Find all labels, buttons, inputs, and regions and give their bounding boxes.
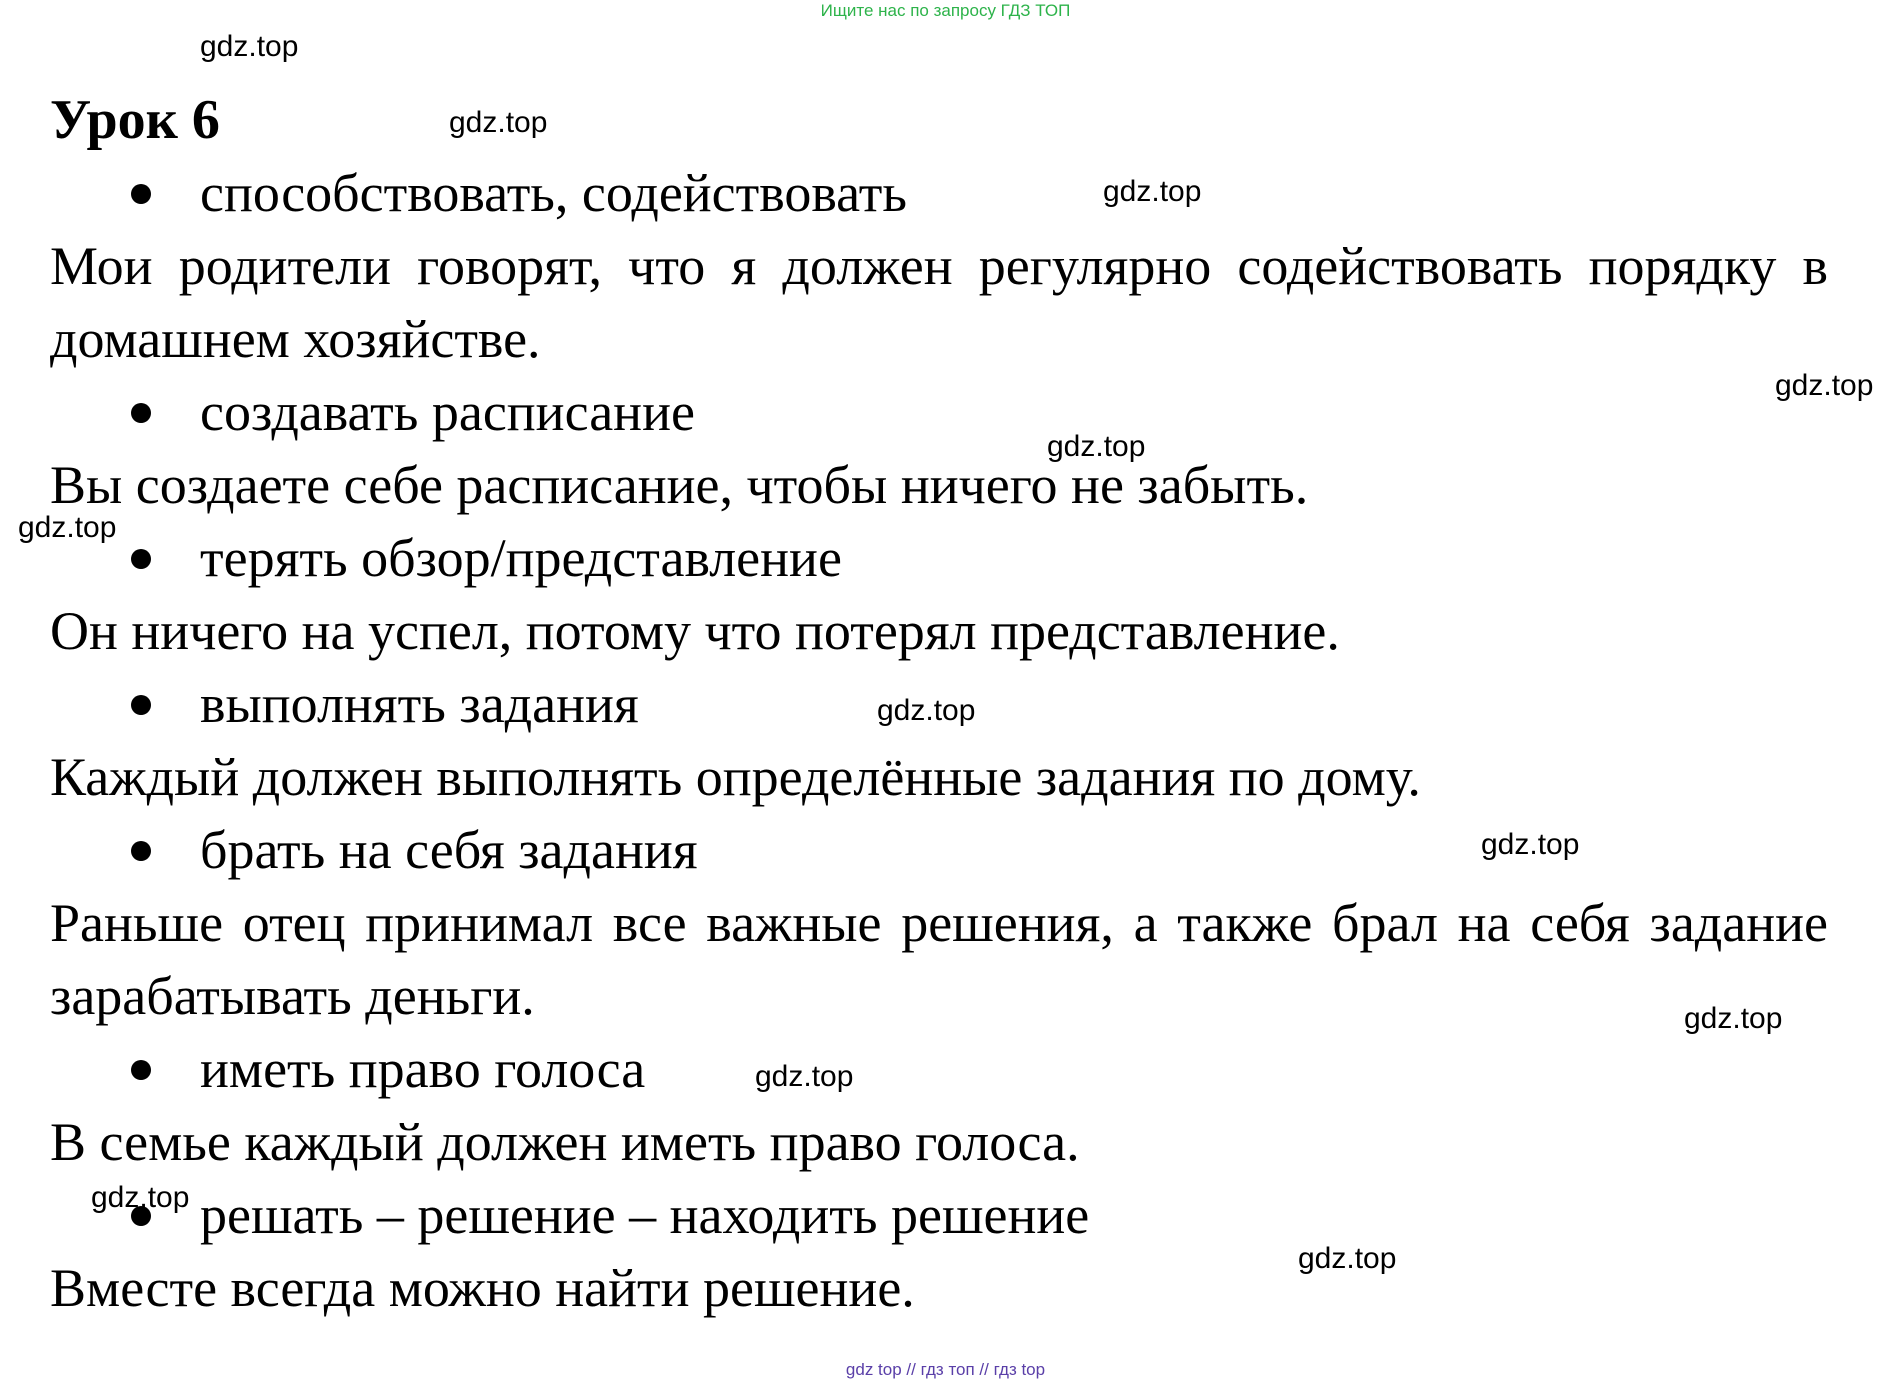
bullet-icon [131, 1060, 151, 1080]
term-item [50, 522, 1828, 595]
term-item [50, 376, 1828, 449]
watermark: gdz.top [1775, 369, 1874, 402]
term-text: брать на себя задания [200, 820, 698, 880]
watermark: gdz.top [449, 106, 548, 139]
lesson-title: Урок 6 [50, 89, 220, 151]
term-text: создавать расписание [200, 382, 695, 442]
example-sentence: Раньше отец принимал все важные решения, а также брал на себя задание зарабатывать деньги. [50, 893, 1828, 1026]
watermark: gdz.top [1103, 175, 1202, 208]
watermark: gdz.top [200, 30, 299, 63]
watermark: gdz.top [18, 511, 117, 544]
watermark: gdz.top [877, 694, 976, 727]
bullet-icon [131, 695, 151, 715]
bullet-icon [131, 184, 151, 204]
example-sentence: Каждый должен выполнять определённые задания по дому. [50, 747, 1421, 807]
example-sentence: Мои родители говорят, что я должен регулярно содействовать порядку в домашнем хозяйстве. [50, 236, 1828, 369]
footer-watermark: gdz top // гдз топ // гдз top [845, 1360, 1046, 1379]
term-text: терять обзор/представление [200, 528, 842, 588]
bullet-icon [131, 549, 151, 569]
term-item [50, 157, 1828, 230]
bullet-icon [131, 841, 151, 861]
top-banner: Ищите нас по запросу ГДЗ ТОП [820, 1, 1071, 20]
term-text: выполнять задания [200, 674, 639, 734]
example-sentence: Вы создаете себе расписание, чтобы ничего не забыть. [50, 455, 1309, 515]
bullet-icon [131, 403, 151, 423]
term-text: иметь право голоса [200, 1039, 646, 1099]
term-item [50, 1179, 1828, 1252]
watermark: gdz.top [755, 1060, 854, 1093]
watermark: gdz.top [1684, 1002, 1783, 1035]
watermark: gdz.top [1481, 828, 1580, 861]
watermark: gdz.top [1047, 430, 1146, 463]
term-text: способствовать, содействовать [200, 163, 907, 223]
term-item [50, 1033, 1828, 1106]
example-sentence: В семье каждый должен иметь право голоса. [50, 1112, 1080, 1172]
example-sentence: Вместе всегда можно найти решение. [50, 1258, 915, 1318]
example-sentence: Он ничего на успел, потому что потерял представление. [50, 601, 1340, 661]
watermark: gdz.top [91, 1181, 190, 1214]
term-text: решать – решение – находить решение [200, 1185, 1090, 1245]
watermark: gdz.top [1298, 1242, 1397, 1275]
